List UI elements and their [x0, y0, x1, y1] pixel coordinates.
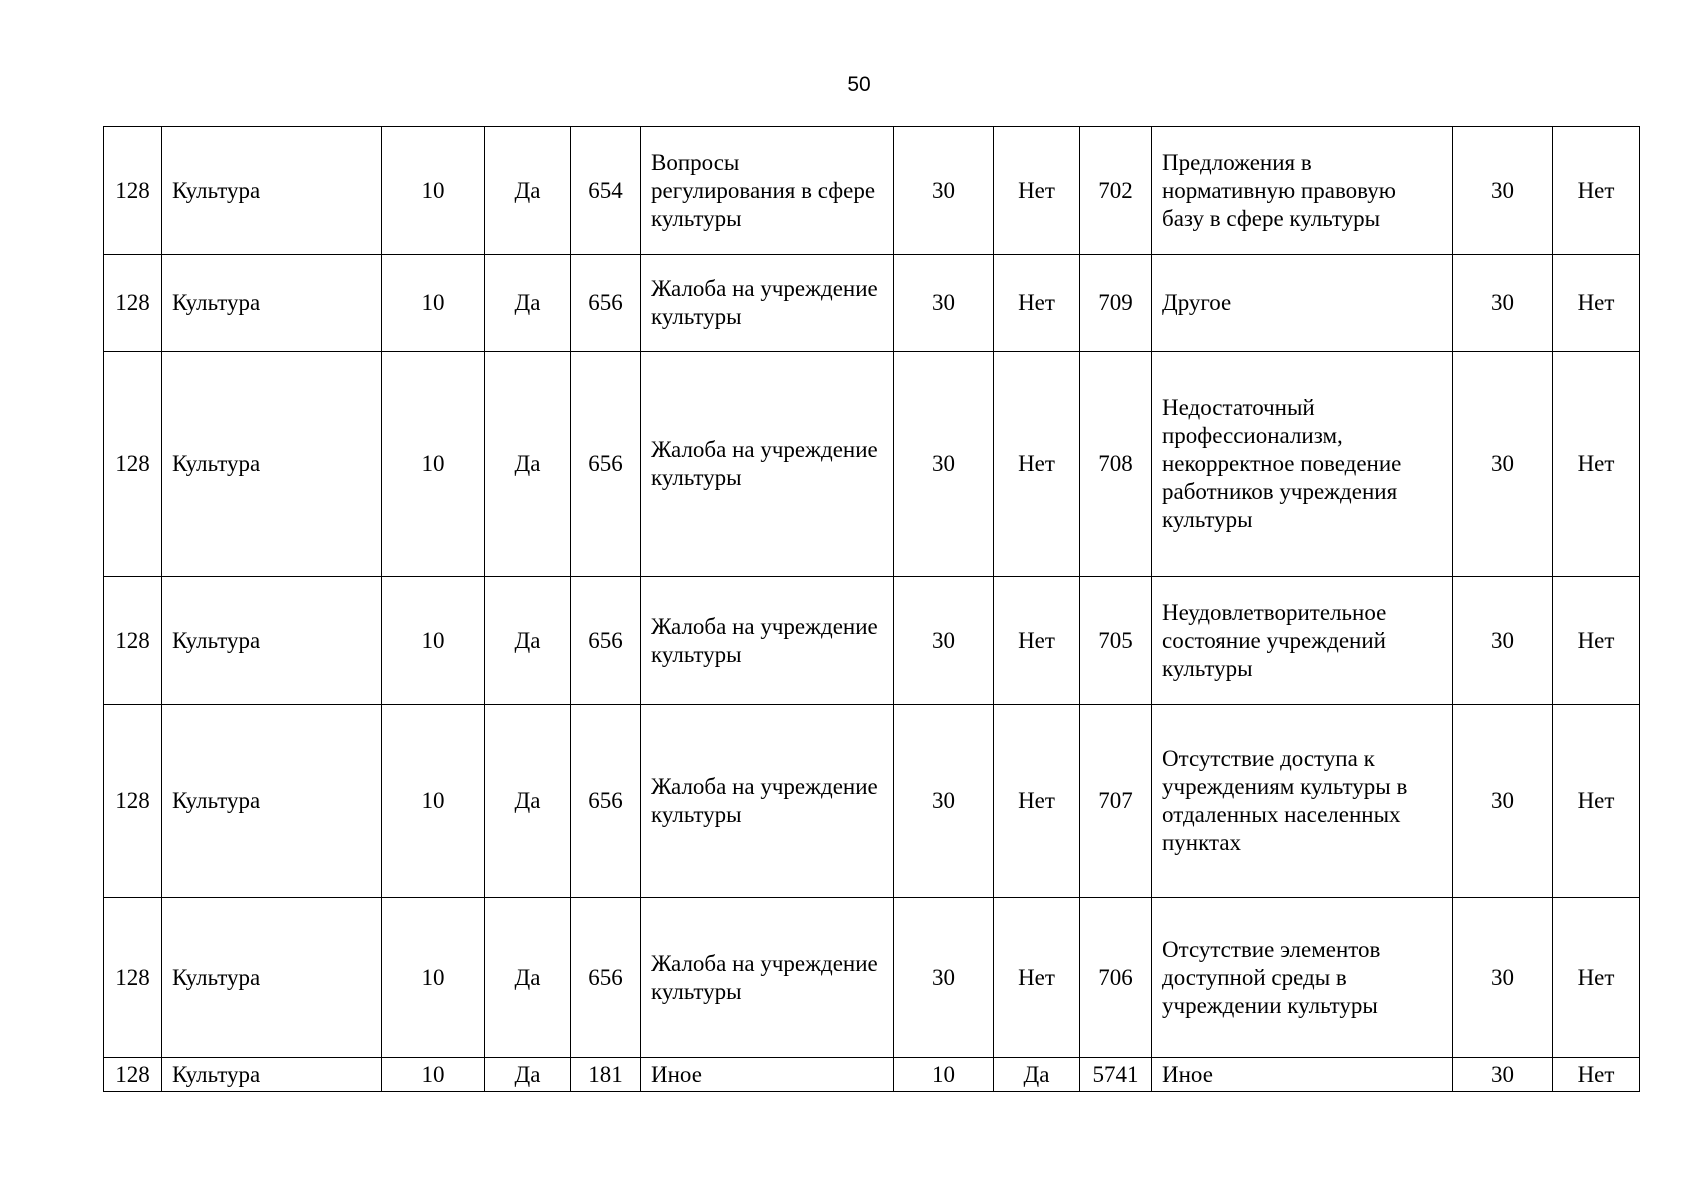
table-row — [104, 577, 1640, 705]
cell-question-code: 708 — [1080, 352, 1152, 577]
cell-topic-code: 656 — [571, 352, 641, 577]
cell-topic-days: 30 — [894, 127, 994, 255]
cell-question-flag: Нет — [1553, 255, 1640, 352]
cell-question: Недостаточный профессионализм, некорректное поведение работников учреждения культуры — [1152, 352, 1453, 577]
cell-question-code: 707 — [1080, 705, 1152, 898]
cell-question-flag: Нет — [1553, 127, 1640, 255]
table-row — [104, 898, 1640, 1058]
table-row — [104, 1058, 1640, 1092]
cell-section-days: 10 — [382, 577, 485, 705]
cell-code: 128 — [104, 577, 162, 705]
cell-section-days: 10 — [382, 127, 485, 255]
cell-question-code: 706 — [1080, 898, 1152, 1058]
cell-topic-code: 656 — [571, 577, 641, 705]
cell-code: 128 — [104, 898, 162, 1058]
cell-question-days: 30 — [1453, 898, 1553, 1058]
cell-topic: Жалоба на учреждение культуры — [641, 352, 894, 577]
cell-question-days: 30 — [1453, 255, 1553, 352]
cell-section-flag: Да — [485, 898, 571, 1058]
cell-topic-flag: Нет — [994, 255, 1080, 352]
cell-topic-flag: Да — [994, 1058, 1080, 1092]
cell-question-flag: Нет — [1553, 898, 1640, 1058]
cell-question-code: 709 — [1080, 255, 1152, 352]
cell-code: 128 — [104, 1058, 162, 1092]
cell-section: Культура — [162, 577, 382, 705]
cell-section-days: 10 — [382, 705, 485, 898]
cell-section-flag: Да — [485, 127, 571, 255]
cell-code: 128 — [104, 352, 162, 577]
cell-topic: Жалоба на учреждение культуры — [641, 255, 894, 352]
cell-question: Другое — [1152, 255, 1453, 352]
table-row — [104, 255, 1640, 352]
cell-topic-days: 30 — [894, 705, 994, 898]
cell-topic: Вопросы регулирования в сфере культуры — [641, 127, 894, 255]
cell-topic-code: 656 — [571, 898, 641, 1058]
cell-question: Отсутствие элементов доступной среды в учреждении культуры — [1152, 898, 1453, 1058]
cell-question-flag: Нет — [1553, 577, 1640, 705]
cell-topic-flag: Нет — [994, 898, 1080, 1058]
cell-question-flag: Нет — [1553, 705, 1640, 898]
table-row — [104, 127, 1640, 255]
cell-topic-days: 30 — [894, 898, 994, 1058]
cell-code: 128 — [104, 255, 162, 352]
cell-question-code: 705 — [1080, 577, 1152, 705]
cell-topic: Жалоба на учреждение культуры — [641, 705, 894, 898]
cell-topic: Иное — [641, 1058, 894, 1092]
cell-topic-days: 30 — [894, 255, 994, 352]
cell-section: Культура — [162, 898, 382, 1058]
cell-question-days: 30 — [1453, 1058, 1553, 1092]
cell-topic-flag: Нет — [994, 705, 1080, 898]
cell-question: Предложения в нормативную правовую базу в сфере культуры — [1152, 127, 1453, 255]
cell-question: Иное — [1152, 1058, 1453, 1092]
cell-question-code: 702 — [1080, 127, 1152, 255]
cell-topic-code: 654 — [571, 127, 641, 255]
cell-topic-flag: Нет — [994, 352, 1080, 577]
cell-question-flag: Нет — [1553, 352, 1640, 577]
cell-topic-flag: Нет — [994, 127, 1080, 255]
cell-question: Отсутствие доступа к учреждениям культуры в отдаленных населенных пунктах — [1152, 705, 1453, 898]
cell-topic-days: 30 — [894, 352, 994, 577]
cell-topic: Жалоба на учреждение культуры — [641, 577, 894, 705]
cell-topic-code: 656 — [571, 705, 641, 898]
cell-topic-days: 10 — [894, 1058, 994, 1092]
table-row — [104, 352, 1640, 577]
cell-question-flag: Нет — [1553, 1058, 1640, 1092]
cell-section-flag: Да — [485, 1058, 571, 1092]
cell-code: 128 — [104, 127, 162, 255]
cell-question-days: 30 — [1453, 352, 1553, 577]
cell-section: Культура — [162, 1058, 382, 1092]
cell-topic-flag: Нет — [994, 577, 1080, 705]
cell-section: Культура — [162, 255, 382, 352]
cell-section-days: 10 — [382, 255, 485, 352]
classification-table — [103, 126, 1640, 1092]
cell-section-flag: Да — [485, 352, 571, 577]
cell-topic-code: 656 — [571, 255, 641, 352]
cell-section: Культура — [162, 705, 382, 898]
cell-code: 128 — [104, 705, 162, 898]
cell-question-days: 30 — [1453, 127, 1553, 255]
cell-question-days: 30 — [1453, 705, 1553, 898]
cell-section-flag: Да — [485, 255, 571, 352]
cell-topic: Жалоба на учреждение культуры — [641, 898, 894, 1058]
page-number: 50 — [847, 73, 871, 96]
cell-section-flag: Да — [485, 705, 571, 898]
cell-section: Культура — [162, 127, 382, 255]
cell-question-code: 5741 — [1080, 1058, 1152, 1092]
cell-section-days: 10 — [382, 352, 485, 577]
cell-section-days: 10 — [382, 1058, 485, 1092]
cell-question-days: 30 — [1453, 577, 1553, 705]
cell-topic-days: 30 — [894, 577, 994, 705]
cell-question: Неудовлетворительное состояние учреждений культуры — [1152, 577, 1453, 705]
cell-section: Культура — [162, 352, 382, 577]
cell-section-flag: Да — [485, 577, 571, 705]
cell-section-days: 10 — [382, 898, 485, 1058]
cell-topic-code: 181 — [571, 1058, 641, 1092]
table-row — [104, 705, 1640, 898]
